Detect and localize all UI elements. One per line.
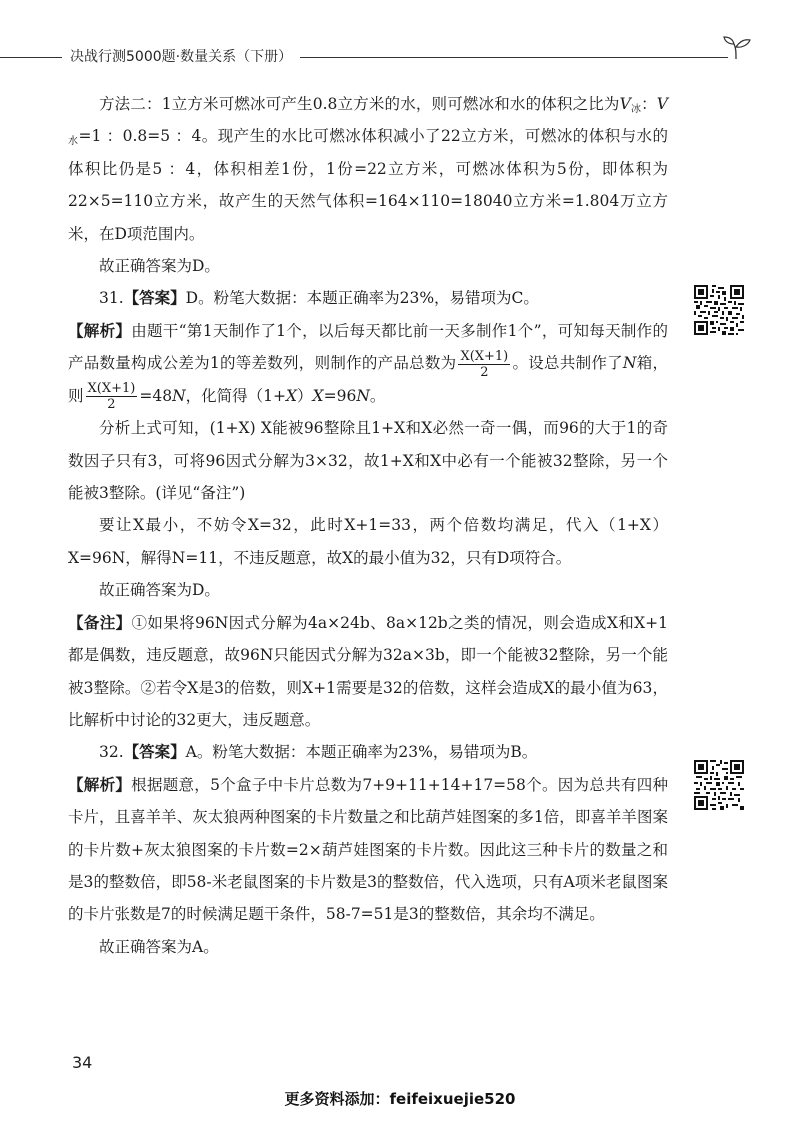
method2-paragraph xyxy=(68,88,668,250)
fraction-numerator: X(X+1) xyxy=(87,381,136,397)
note-tag: 【备注】 xyxy=(68,613,132,632)
answer-line: 故正确答案为D。 xyxy=(99,581,220,600)
var-v: V xyxy=(656,95,668,113)
qr-code-icon[interactable] xyxy=(694,760,744,810)
fraction xyxy=(86,381,138,412)
q31-analysis-p2: 分析上式可知，(1+X) X能被96整除且1+X和X必然一奇一偶，而96的大于1的奇数因子只有3，可将96因式分解为3×32，故1+X和X中必有一个能被32整除，另一个能被3整除。(详见“备注”) xyxy=(68,419,668,503)
q31-note xyxy=(68,607,668,737)
var-v: V xyxy=(619,95,631,113)
analysis-text: 。 xyxy=(369,386,386,405)
sub-ice: 冰 xyxy=(630,104,642,115)
analysis-text: ，化简得（1+ xyxy=(185,386,286,405)
q32-analysis xyxy=(68,769,668,931)
question-number: 31. xyxy=(99,289,124,308)
analysis-text: ） xyxy=(297,386,313,405)
answer-tag: 【答案】 xyxy=(123,743,186,762)
var-x: X xyxy=(312,386,324,405)
analysis-text: 根据题意，5个盒子中卡片总数为7+9+11+14+17=58个。因为总共有四种卡片，且喜羊羊、灰太狼两种图案的卡片数量之和比葫芦娃图案的多1倍，即喜羊羊图案的卡片数+灰太狼图案的卡片数=2×葫芦娃图案的卡片数。因此这三种卡片的数量之和是3的整数倍，即58-米老鼠图案的卡片数是3的整数倍，代入选项，只有A项米老鼠图案的卡片张数是7的时候满足题干条件，58-7=51是3的整数倍，其余均不满足。 xyxy=(68,775,668,924)
sprout-icon xyxy=(722,34,752,60)
analysis-text: 箱，则 xyxy=(68,354,668,405)
var-n: N xyxy=(172,386,186,405)
header-title: 决战行测5000题·数量关系（下册） xyxy=(70,49,293,65)
var-x: X xyxy=(285,386,298,405)
method2-text-1: 1立方米可燃冰可产生0.8立方米的水，则可燃冰和水的体积之比为 xyxy=(161,95,620,113)
fraction-numerator: X(X+1) xyxy=(460,348,509,364)
q31-analysis-p3: 要让X最小，不妨令X=32，此时X+1=33，两个倍数均满足，代入（1+X）X=96N，解得N=11，不违反题意，故X的最小值为32，只有D项符合。 xyxy=(68,516,668,567)
answer-tag: 【答案】 xyxy=(123,289,186,308)
method2-text-2: =1 ：0.8=5 ：4。现产生的水比可燃冰体积减小了22立方米，可燃冰的体积与水的体积比仍是5 ：4，体积相差1份，1份=22立方米，可燃冰体积为5份，即体积为22×5=110立方米，故产生的天然气体积=164×110=18040立方米=1.804万立方米，在D项范围内。 xyxy=(68,127,668,243)
footer-note: 更多资料添加：feifeixuejie520 xyxy=(284,1090,516,1108)
fraction-denominator: 2 xyxy=(480,364,489,380)
var-n: N xyxy=(356,386,370,405)
page-number: 34 xyxy=(72,1053,93,1072)
fraction xyxy=(458,349,510,380)
qr-code-icon[interactable] xyxy=(694,285,744,335)
analysis-text: 由题干“第1天制作了1个，以后每天都比前一天多制作1个”，可知每天制作的产品数量构成公差为1的等差数列，则制作的产品总数为 xyxy=(68,321,668,373)
analysis-text: =48 xyxy=(139,386,173,405)
analysis-text: 。设总共制作了 xyxy=(512,354,623,373)
q31-answer xyxy=(68,282,668,314)
question-number: 32. xyxy=(99,743,124,762)
q31-analysis xyxy=(68,315,668,412)
answer-text: D。粉笔大数据：本题正确率为23%，易错项为C。 xyxy=(185,289,539,308)
analysis-tag: 【解析】 xyxy=(68,775,132,794)
sub-water: 水 xyxy=(68,136,79,148)
q32-answer xyxy=(68,736,668,768)
ratio-colon: ： xyxy=(641,95,657,113)
answer-text: A。粉笔大数据：本题正确率为23%，易错项为B。 xyxy=(185,743,538,762)
method-label: 方法二： xyxy=(99,95,162,113)
header-rule-right xyxy=(300,57,728,58)
var-n: N xyxy=(622,354,637,373)
analysis-text: =96 xyxy=(323,386,357,405)
page-header xyxy=(0,44,800,68)
note-text: ①如果将96N因式分解为4a×24b、8a×12b之类的情况，则会造成X和X+1都是偶数，违反题意，故96N只能因式分解为32a×3b，即一个能被32整除，另一个能被3整除。②若令X是3的倍数，则X+1需要是32的倍数，这样会造成X的最小值为63，比解析中讨论的32更大，违反题意。 xyxy=(68,613,668,729)
answer-line: 故正确答案为D。 xyxy=(99,257,220,276)
fraction-denominator: 2 xyxy=(107,397,116,413)
page-body xyxy=(68,88,668,963)
answer-line: 故正确答案为A。 xyxy=(99,937,219,956)
analysis-tag: 【解析】 xyxy=(68,321,132,340)
header-rule-left xyxy=(0,57,62,58)
